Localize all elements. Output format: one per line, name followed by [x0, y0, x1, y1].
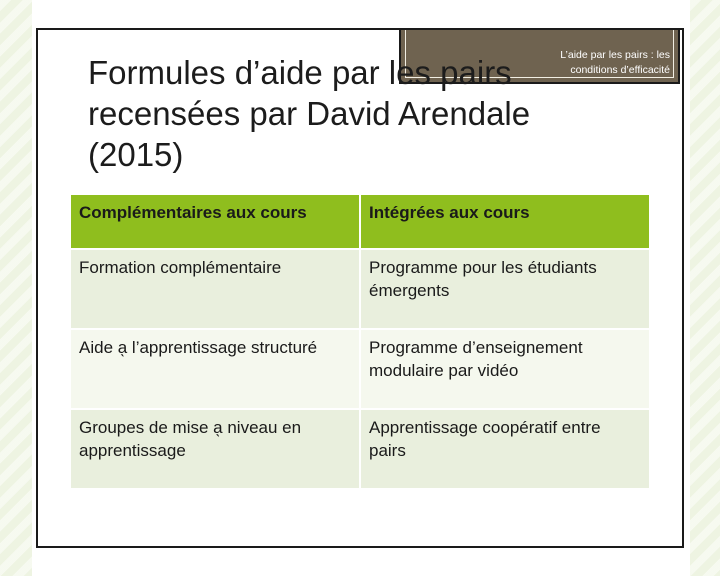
table-cell: Groupes de mise a̖ niveau en apprentissage — [70, 409, 360, 489]
header-text-line-2: conditions d’efficacité — [570, 64, 670, 76]
slide-title — [88, 52, 648, 175]
slide-title-line-3: (2015) — [88, 136, 184, 173]
table-cell: Programme d’enseignement modulaire par vidéo — [360, 329, 650, 409]
table-row — [70, 249, 650, 329]
decorative-stripe-left — [0, 0, 32, 576]
table-header-complementary: Complémentaires aux cours — [70, 194, 360, 249]
table-row — [70, 329, 650, 409]
header-text-line-1: L’aide par les pairs : les — [560, 49, 670, 61]
slide-title-line-1: Formules d’aide par les pairs — [88, 54, 512, 91]
table-cell: Formation complémentaire — [70, 249, 360, 329]
table-header-row — [70, 194, 650, 249]
table-row — [70, 409, 650, 489]
slide-title-line-2: recensées par David Arendale — [88, 95, 531, 132]
table-header-integrated: Intégrées aux cours — [360, 194, 650, 249]
table-cell: Apprentissage coopératif entre pairs — [360, 409, 650, 489]
comparison-table — [69, 193, 651, 490]
decorative-stripe-right — [690, 0, 720, 576]
table-cell: Programme pour les étudiants émergents — [360, 249, 650, 329]
table-cell: Aide a̖ l’apprentissage structuré — [70, 329, 360, 409]
